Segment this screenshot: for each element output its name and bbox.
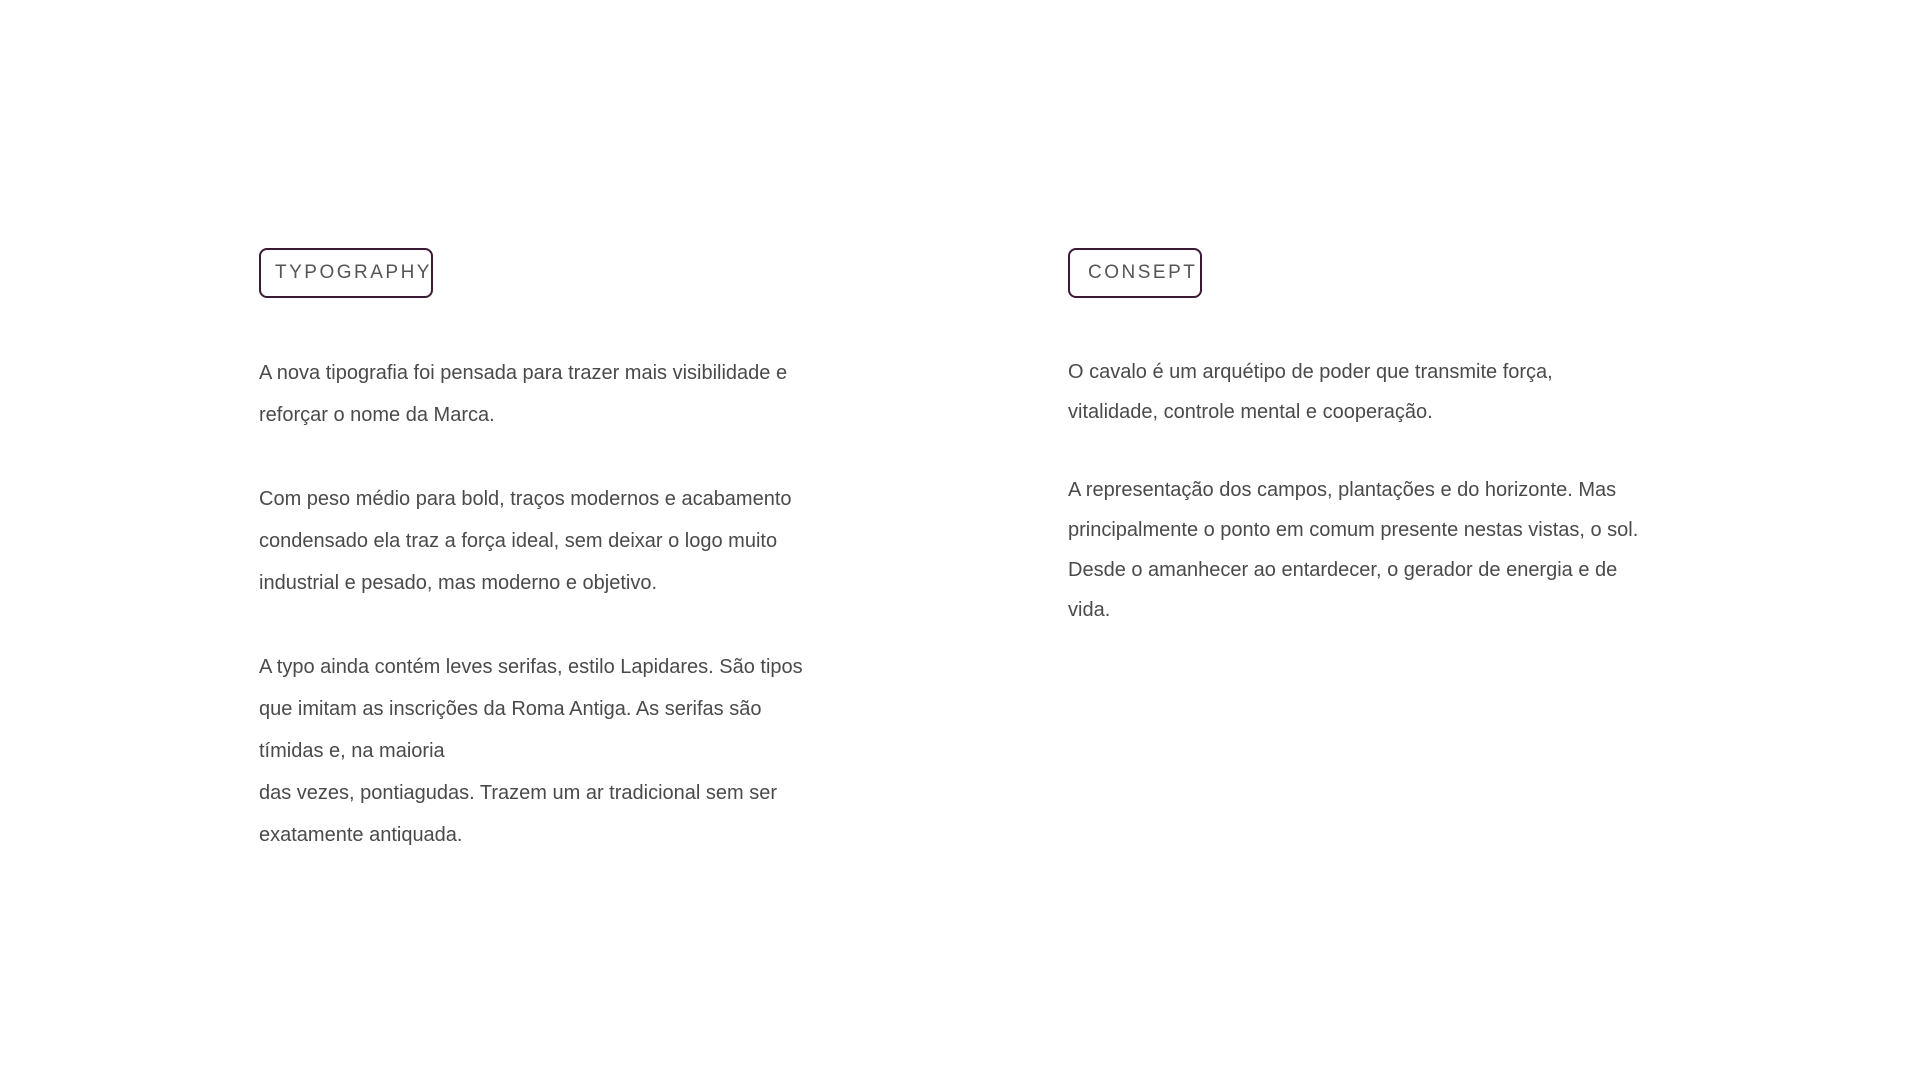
- text-line: reforçar o nome da Marca.: [259, 404, 495, 426]
- text-line: O cavalo é um arquétipo de poder que transmite força,: [1068, 361, 1553, 383]
- typography-paragraph-2: [259, 478, 859, 604]
- concept-paragraph-2: [1068, 470, 1708, 630]
- text-line: que imitam as inscrições da Roma Antiga. As serifas são: [259, 698, 762, 720]
- concept-text: [1068, 352, 1708, 630]
- text-line: A nova tipografia foi pensada para trazer mais visibilidade e: [259, 362, 788, 384]
- typography-paragraph-3: [259, 646, 859, 856]
- typography-paragraph-1: [259, 352, 859, 436]
- text-line: exatamente antiquada.: [259, 824, 463, 846]
- concept-heading-badge: CONSEPT: [1068, 248, 1202, 298]
- text-line: condensado ela traz a força ideal, sem deixar o logo muito: [259, 530, 778, 552]
- text-line: vitalidade, controle mental e cooperação.: [1068, 401, 1433, 423]
- concept-section: [1068, 248, 1708, 630]
- text-line: A typo ainda contém leves serifas, estilo Lapidares. São tipos: [259, 656, 803, 678]
- text-line: tímidas e, na maioria: [259, 740, 445, 762]
- text-line: industrial e pesado, mas moderno e objetivo.: [259, 572, 658, 594]
- text-line: Com peso médio para bold, traços modernos e acabamento: [259, 488, 792, 510]
- typography-text: [259, 352, 859, 856]
- concept-paragraph-1: [1068, 352, 1708, 432]
- text-line: principalmente o ponto em comum presente nestas vistas, o sol.: [1068, 519, 1639, 541]
- typography-section: [259, 248, 859, 856]
- text-line: Desde o amanhecer ao entardecer, o gerador de energia e de: [1068, 559, 1618, 581]
- typography-heading-badge: TYPOGRAPHY: [259, 248, 433, 298]
- text-line: das vezes, pontiagudas. Trazem um ar tradicional sem ser: [259, 782, 778, 804]
- text-line: A representação dos campos, plantações e do horizonte. Mas: [1068, 479, 1617, 501]
- text-line: vida.: [1068, 599, 1111, 621]
